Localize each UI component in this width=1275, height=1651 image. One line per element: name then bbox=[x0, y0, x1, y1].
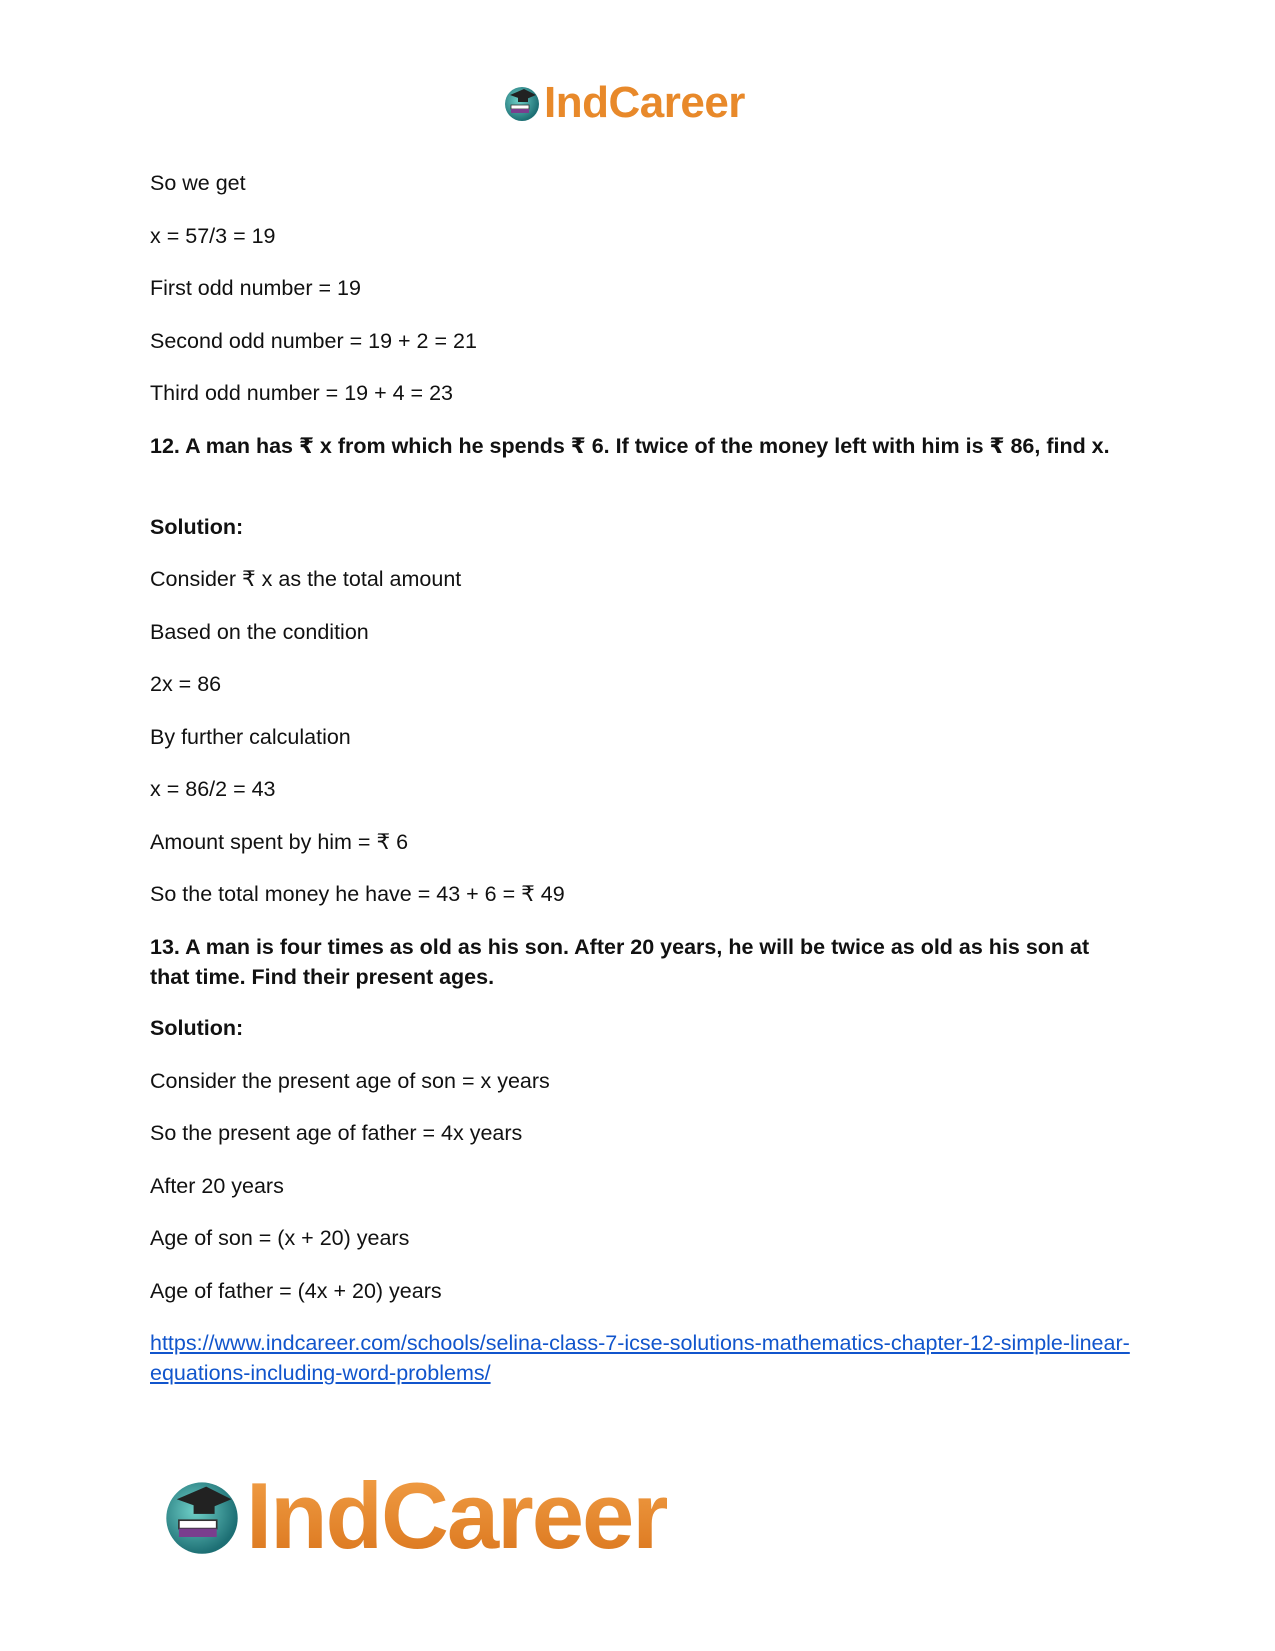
text-line: Age of father = (4x + 20) years bbox=[150, 1279, 442, 1303]
brand-name: IndCareer bbox=[246, 1463, 667, 1568]
text-line: After 20 years bbox=[150, 1174, 284, 1198]
header-logo bbox=[502, 78, 745, 128]
text-line: 2x = 86 bbox=[150, 672, 222, 696]
graduation-cap-book-globe-icon bbox=[160, 1474, 244, 1558]
solution-heading: Solution: bbox=[150, 515, 244, 539]
question-12: 12. A man has ₹ x from which he spends ₹ 6. If twice of the money left with him is ₹ 86, find x. bbox=[150, 434, 1110, 458]
brand-name: IndCareer bbox=[544, 78, 745, 127]
text-line: First odd number = 19 bbox=[150, 276, 361, 300]
text-line: Based on the condition bbox=[150, 620, 369, 644]
solution-heading: Solution: bbox=[150, 1016, 244, 1040]
text-line: x = 57/3 = 19 bbox=[150, 224, 276, 248]
question-13: 13. A man is four times as old as his son. After 20 years, he will be twice as old as his son at that time. Find their present ages. bbox=[150, 935, 1090, 989]
text-line: So the present age of father = 4x years bbox=[150, 1121, 523, 1145]
text-line: Amount spent by him = ₹ 6 bbox=[150, 830, 409, 854]
text-line: x = 86/2 = 43 bbox=[150, 777, 276, 801]
footer-logo bbox=[160, 1462, 667, 1570]
graduation-cap-book-globe-icon bbox=[502, 83, 542, 123]
text-line: Consider the present age of son = x years bbox=[150, 1069, 550, 1093]
text-line: So the total money he have = 43 + 6 = ₹ 49 bbox=[150, 882, 565, 906]
text-line: Second odd number = 19 + 2 = 21 bbox=[150, 329, 477, 353]
text-line: Age of son = (x + 20) years bbox=[150, 1226, 410, 1250]
text-line: By further calculation bbox=[150, 725, 351, 749]
source-link[interactable]: https://www.indcareer.com/schools/selina-class-7-icse-solutions-mathematics-chapter-12-simple-linear-equations-including-word-problems/ bbox=[150, 1331, 1130, 1385]
text-line: Third odd number = 19 + 4 = 23 bbox=[150, 381, 453, 405]
text-line: So we get bbox=[150, 171, 246, 195]
text-line: Consider ₹ x as the total amount bbox=[150, 567, 462, 591]
